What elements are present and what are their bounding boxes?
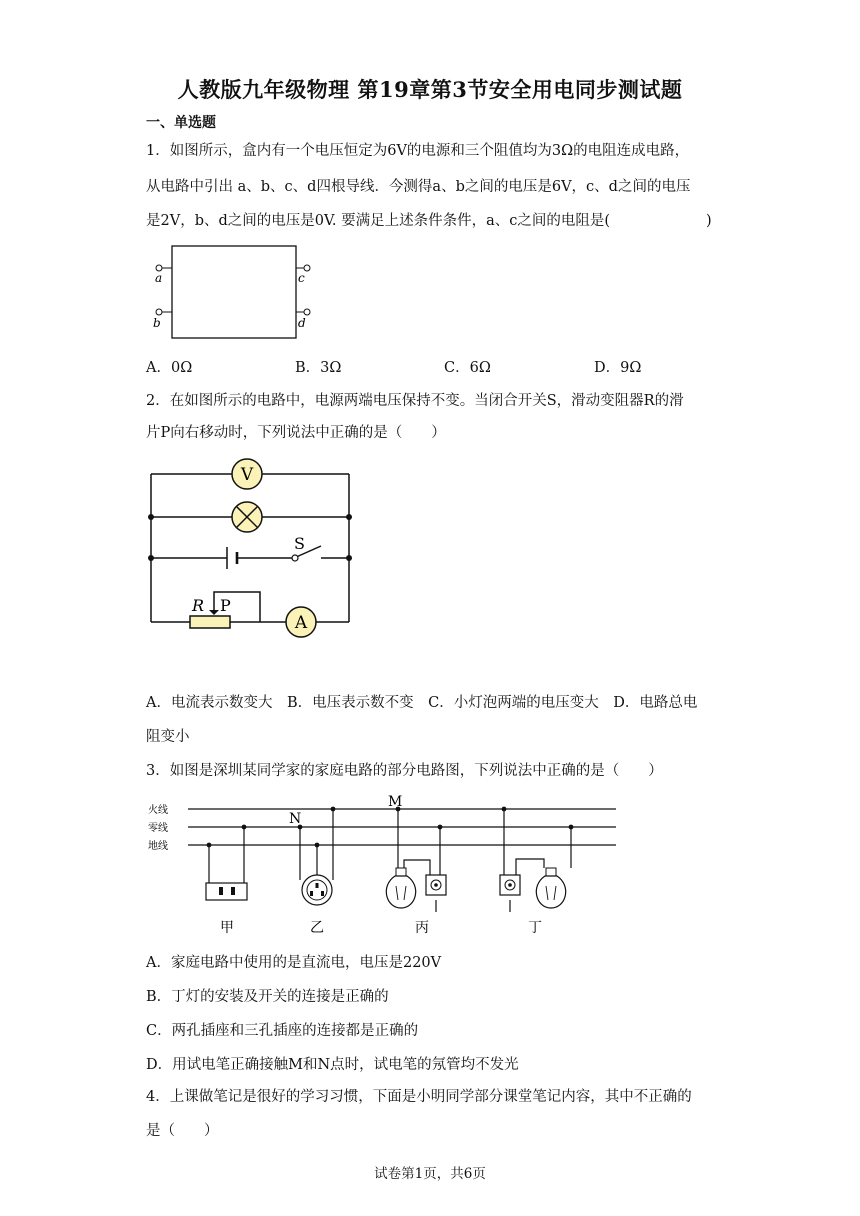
q3-line-1: 3．如图是深圳某同学家的家庭电路的部分电路图，下列说法中正确的是（ ） — [146, 763, 663, 779]
q2-line-1: 2．在如图所示的电路中，电源两端电压保持不变。当闭合开关S，滑动变阻器R的滑 — [146, 393, 684, 409]
live-wire-label: 火线 — [148, 805, 168, 816]
q1-option-b: B．3Ω — [295, 360, 342, 376]
section-heading: 一、单选题 — [146, 115, 216, 131]
terminal-d — [304, 309, 310, 315]
q1-box-figure — [148, 240, 318, 344]
q2-line-2: 片P向右移动时，下列说法中正确的是（ ） — [146, 425, 446, 441]
q1-line-3: 是2V，b、d之间的电压是0V. 要满足上述条件条件，a、c之间的电阻是( — [146, 213, 611, 229]
device-yi-label: 乙 — [310, 920, 324, 936]
voltmeter-label: V — [240, 465, 254, 485]
terminal-c — [304, 265, 310, 271]
switch-label: S — [294, 534, 305, 553]
q2-options-line-2: 阻变小 — [146, 729, 190, 745]
q3-option-c: C．两孔插座和三孔插座的连接都是正确的 — [146, 1023, 419, 1039]
q1-option-d: D．9Ω — [594, 360, 642, 376]
device-jia-label: 甲 — [220, 920, 234, 936]
q4-line-1: 4．上课做笔记是很好的学习习惯，下面是小明同学部分课堂笔记内容，其中不正确的 — [146, 1089, 692, 1105]
q1-line-2: 从电路中引出 a、b、c、d四根导线．今测得a、b之间的电压是6V，c、d之间的电压 — [146, 179, 691, 195]
slider-label: P — [220, 596, 231, 615]
page-title: 人教版九年级物理 第19章第3节安全用电同步测试题 — [177, 77, 683, 102]
ground-wire-label: 地线 — [148, 841, 168, 852]
device-ding-label: 丁 — [528, 920, 542, 936]
q4-line-2: 是（ ） — [146, 1123, 219, 1139]
switch-pivot — [292, 555, 298, 561]
slider-arrow-icon — [209, 610, 219, 615]
q3-option-b: B．丁灯的安装及开关的连接是正确的 — [146, 989, 389, 1005]
label-a: a — [155, 271, 163, 285]
label-b: b — [153, 316, 161, 330]
bulb-icon — [386, 876, 415, 908]
q1-option-a: A．0Ω — [146, 360, 193, 376]
bulb-icon — [536, 876, 565, 908]
q3-household-circuit-figure — [140, 790, 630, 938]
page-footer: 试卷第1页，共6页 — [374, 1166, 486, 1182]
point-n-label: N — [289, 811, 302, 827]
neutral-wire-label: 零线 — [148, 823, 168, 834]
q1-option-c: C．6Ω — [444, 360, 491, 376]
q3-option-a: A．家庭电路中使用的是直流电，电压是220V — [146, 955, 442, 971]
q1-line-3-paren: ) — [706, 213, 712, 229]
q3-option-d: D．用试电笔正确接触M和N点时，试电笔的氖管均不发光 — [146, 1057, 519, 1073]
rheostat-label: R — [192, 596, 205, 615]
terminal-b — [156, 309, 162, 315]
q2-circuit-figure — [140, 455, 365, 645]
label-d: d — [298, 316, 306, 330]
label-c: c — [298, 271, 305, 285]
two-hole-socket-icon — [206, 883, 247, 900]
q2-options-line-1: A．电流表示数变大 B．电压表示数不变 C．小灯泡两端的电压变大 D．电路总电 — [146, 695, 698, 711]
rheostat-icon — [190, 616, 230, 628]
device-bing-label: 丙 — [415, 920, 429, 936]
q1-line-1: 1．如图所示，盒内有一个电压恒定为6V的电源和三个阻值均为3Ω的电阻连成电路， — [146, 143, 690, 159]
point-m-label: M — [388, 794, 403, 810]
ammeter-label: A — [294, 613, 308, 633]
black-box — [172, 246, 296, 338]
